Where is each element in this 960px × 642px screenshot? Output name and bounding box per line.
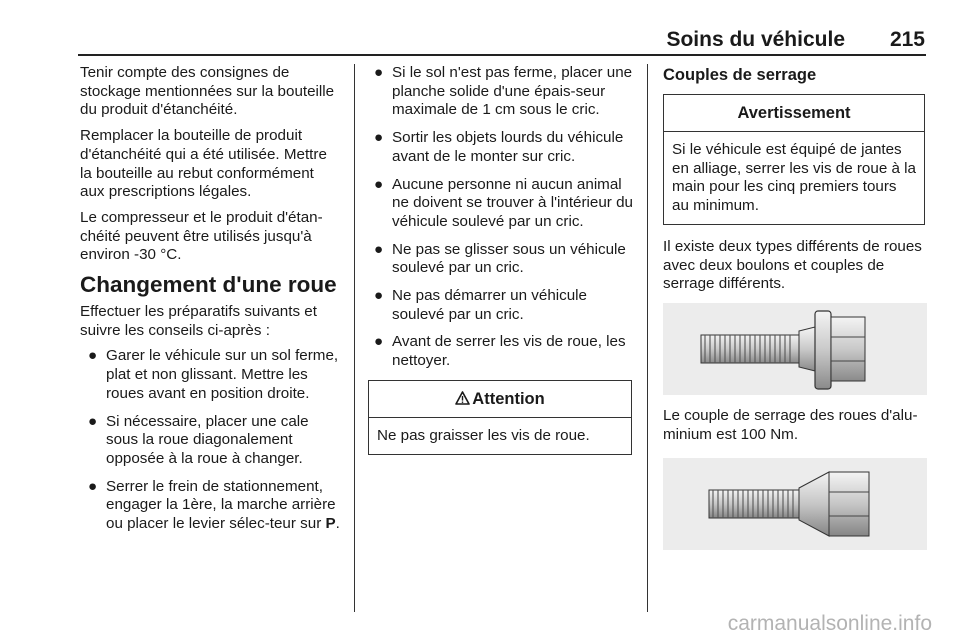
- page-number: 215: [889, 28, 925, 51]
- torque-heading: Couples de serrage: [663, 66, 817, 84]
- warning-header: Avertissement: [664, 95, 924, 132]
- bullet-icon: ●: [88, 412, 98, 430]
- list-item-text: Avant de serrer les vis de roue, les nettoyer.: [392, 333, 626, 370]
- list-item-text: Si le sol n'est pas ferme, placer une planche solide d'une épais-seur maximale de 1 cm sous le cric.: [392, 64, 633, 119]
- attention-body: Ne pas graisser les vis de roue.: [377, 426, 590, 444]
- list-item: [370, 64, 636, 120]
- list-item: [370, 176, 636, 232]
- bolt-with-washer-illustration: [663, 303, 927, 395]
- storage-paragraph: Tenir compte des consignes de stockage mentionnées sur la bouteille du produit d'étanchéité.: [80, 64, 335, 119]
- wheel-change-intro: Effectuer les préparatifs suivants et suivre les conseils ci-après :: [80, 303, 317, 339]
- safety-list: [370, 64, 636, 371]
- header-rule: [78, 54, 926, 56]
- attention-header: [369, 381, 631, 418]
- list-item: [370, 333, 636, 370]
- list-item: [84, 413, 342, 469]
- list-item: [84, 347, 342, 403]
- warning-triangle-icon: [455, 391, 470, 405]
- section-title: Soins du véhicule: [666, 28, 845, 51]
- bullet-icon: ●: [88, 347, 98, 365]
- page-header: [78, 28, 925, 52]
- sentence-end: .: [335, 515, 340, 533]
- warning-box: [663, 94, 925, 225]
- replace-bottle-paragraph: Remplacer la bouteille de produit d'étanchéité qui a été utilisée. Mettre la bouteille au rebut conformément aux prescriptions légales.: [80, 127, 327, 201]
- column-1: [80, 64, 342, 543]
- temperature-paragraph: Le compresseur et le produit d'étan-chéité peuvent être utilisés jusqu'à environ -30 °C.: [80, 208, 323, 264]
- bullet-icon: ●: [374, 175, 384, 193]
- list-item-text: Sortir les objets lourds du véhicule avant de le monter sur cric.: [392, 129, 624, 165]
- attention-title: Attention: [472, 389, 545, 408]
- column-2: [370, 64, 636, 455]
- list-item: [370, 129, 636, 166]
- column-3: [663, 64, 927, 562]
- alloy-wheel-bolt-image: [663, 458, 927, 550]
- list-item: [84, 478, 342, 534]
- bullet-icon: ●: [374, 240, 384, 258]
- column-divider: [647, 64, 648, 612]
- watermark: carmanualsonline.info: [727, 612, 932, 635]
- gear-position-p: P: [325, 515, 336, 533]
- list-item-text: Si nécessaire, placer une cale sous la roue diagonalement opposée à la roue à changer.: [106, 412, 309, 467]
- list-item: [370, 241, 636, 278]
- bullet-icon: ●: [374, 333, 384, 351]
- attention-box: [368, 380, 632, 455]
- bullet-icon: ●: [374, 64, 384, 81]
- list-item-text: Serrer le frein de stationnement, engager la 1ère, la marche arrière ou placer le levier sélec-teur sur: [106, 477, 336, 533]
- list-item-text: Garer le véhicule sur un sol ferme, plat et non glissant. Mettre les roues avant en position droite.: [106, 347, 339, 402]
- bullet-icon: ●: [374, 129, 384, 147]
- bullet-icon: ●: [374, 287, 384, 305]
- wheel-change-heading: Changement d'une roue: [80, 272, 337, 298]
- alloy-torque-paragraph: Le couple de serrage des roues d'alu-minium est 100 Nm.: [663, 406, 918, 443]
- preparation-list: [80, 347, 342, 533]
- column-divider: [354, 64, 355, 612]
- list-item-text: Ne pas se glisser sous un véhicule soulevé par un cric.: [392, 240, 626, 277]
- alloy-bolt-illustration: [663, 458, 927, 550]
- list-item: [370, 287, 636, 324]
- list-item-text: Aucune personne ni aucun animal ne doivent se trouver à l'intérieur du véhicule soulevé par un cric.: [392, 175, 633, 230]
- wheel-types-paragraph: Il existe deux types différents de roues avec deux boulons et couples de serrage différents.: [663, 237, 922, 293]
- list-item-text: Ne pas démarrer un véhicule soulevé par un cric.: [392, 287, 588, 323]
- bullet-icon: ●: [88, 477, 98, 495]
- warning-body: Si le véhicule est équipé de jantes en alliage, serrer les vis de roue à la main pour les cinq premiers tours au minimum.: [672, 141, 916, 215]
- steel-wheel-bolt-image: [663, 303, 927, 395]
